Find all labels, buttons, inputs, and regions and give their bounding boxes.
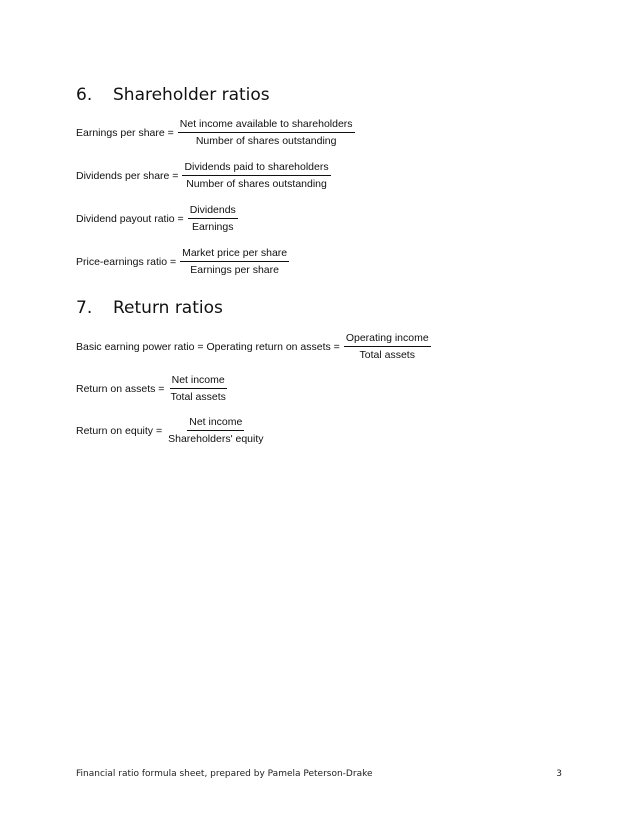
formula-label: Basic earning power ratio = Operating return on assets =: [76, 341, 340, 353]
fraction-numerator: Dividends paid to shareholders: [182, 161, 330, 176]
fraction: [178, 118, 355, 148]
page-footer: [76, 769, 562, 779]
formula-label: Dividends per share =: [76, 170, 179, 182]
fraction: [182, 161, 330, 191]
fraction-denominator: Number of shares outstanding: [186, 178, 327, 190]
section-title: Return ratios: [113, 298, 223, 318]
fraction-numerator: Operating income: [344, 332, 431, 347]
fraction-denominator: Number of shares outstanding: [195, 135, 337, 147]
section-heading-return-ratios: [76, 298, 223, 318]
formula-label: Earnings per share =: [76, 127, 174, 139]
formula-label: Dividend payout ratio =: [76, 213, 184, 225]
formula-dividend-payout-ratio: [76, 204, 238, 234]
fraction-denominator: Earnings per share: [190, 264, 279, 276]
fraction-denominator: Earnings: [192, 221, 234, 233]
section-title: Shareholder ratios: [113, 85, 270, 105]
formula-return-on-assets: [76, 374, 228, 404]
section-heading-shareholder-ratios: [76, 85, 270, 105]
formula-dividends-per-share: [76, 161, 331, 191]
fraction-numerator: Net income: [187, 416, 244, 431]
fraction: [344, 332, 431, 362]
fraction: [168, 374, 227, 404]
section-number: 6.: [76, 85, 93, 105]
fraction-numerator: Market price per share: [180, 247, 289, 262]
section-number: 7.: [76, 298, 93, 318]
fraction-numerator: Dividends: [188, 204, 238, 219]
formula-label: Return on assets =: [76, 383, 165, 395]
page-number: 3: [556, 769, 562, 779]
formula-earnings-per-share: [76, 118, 355, 148]
formula-price-earnings-ratio: [76, 247, 289, 277]
fraction: [180, 247, 289, 277]
fraction-numerator: Net income: [170, 374, 227, 389]
fraction: [166, 416, 265, 446]
formula-return-on-equity: [76, 416, 266, 446]
footer-text: Financial ratio formula sheet, prepared by Pamela Peterson-Drake: [76, 769, 373, 779]
fraction-denominator: Shareholders' equity: [168, 433, 264, 445]
formula-basic-earning-power-ratio: [76, 332, 431, 362]
fraction-denominator: Total assets: [170, 391, 226, 403]
fraction-denominator: Total assets: [359, 349, 415, 361]
formula-label: Price-earnings ratio =: [76, 256, 177, 268]
formula-label: Return on equity =: [76, 425, 163, 437]
fraction: [188, 204, 238, 234]
fraction-numerator: Net income available to shareholders: [178, 118, 355, 133]
